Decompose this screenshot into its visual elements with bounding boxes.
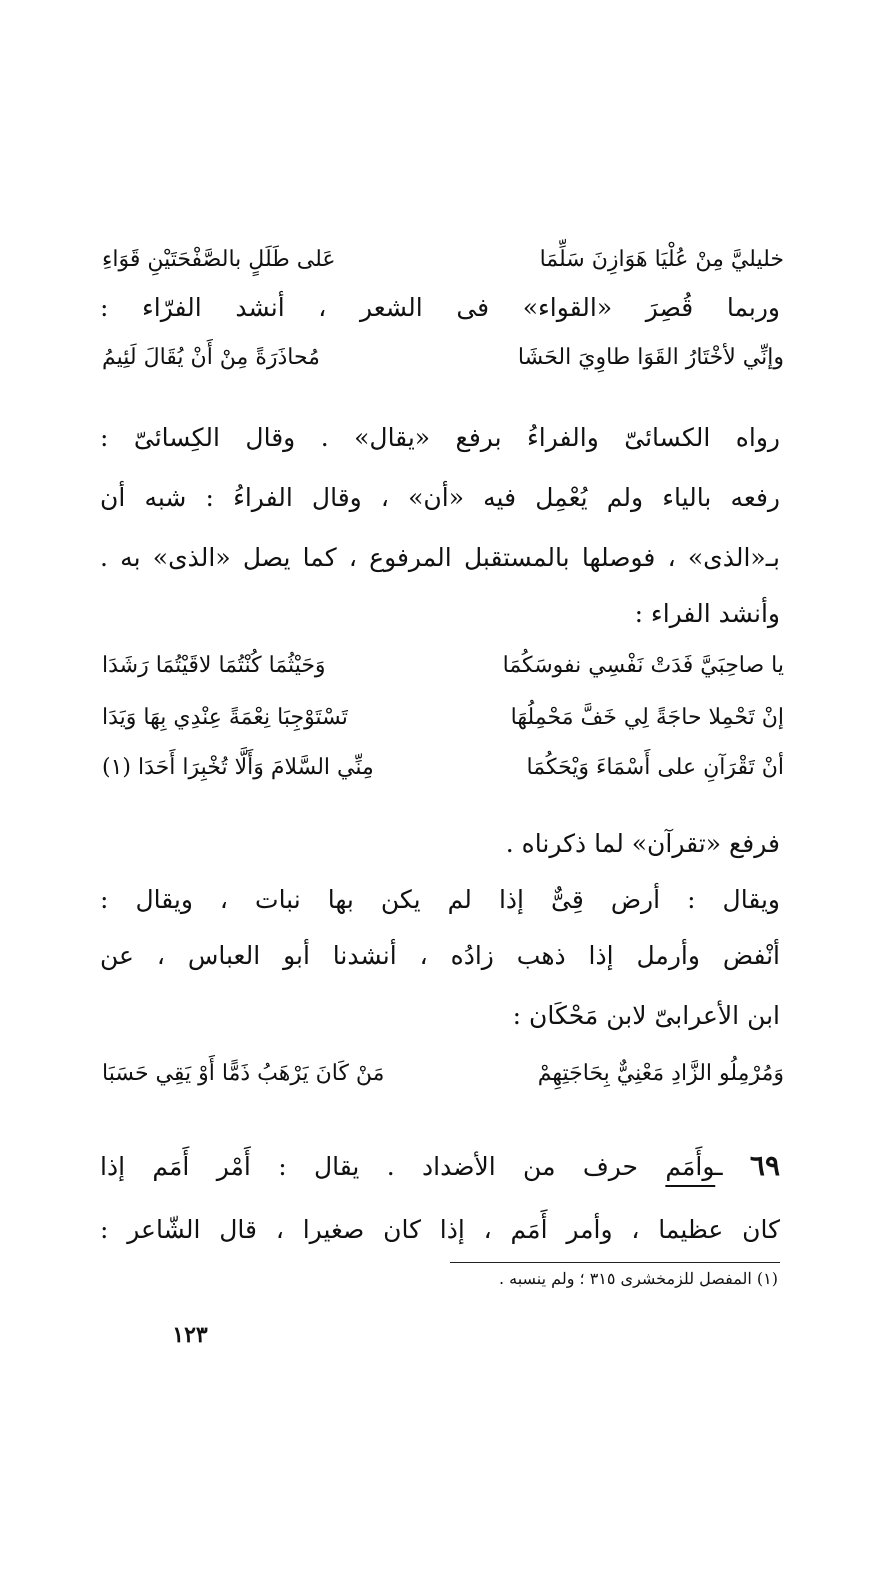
- verse-line: [102, 648, 784, 684]
- prose-line: كان عظيما ، وأمر أَمَم ، إذا كان صغيرا ، قال الشّاعر :: [100, 1215, 780, 1244]
- entry-dash: ـ: [715, 1152, 750, 1181]
- verse-line: [102, 1056, 784, 1092]
- verse-second-hemistich: عَلى طَلَلٍ بالصَّفْحَتَيْنِ قَوَاءِ: [102, 247, 336, 272]
- verse-line: [102, 242, 784, 278]
- footnote: (١) المفصل للزمخشرى ٣١٥ ؛ ولم ينسبه .: [498, 1269, 778, 1288]
- verse-first-hemistich: أنْ تَقْرَآنِ على أَسْمَاءَ وَيْحَكُمَا: [526, 755, 784, 780]
- prose-line: أنْفض وأرمل إذا ذهب زادُه ، أنشدنا أبو العباس ، عن: [100, 941, 780, 970]
- verse-second-hemistich: وَحَيْثُمَا كُنْتُمَا لاقَيْتُمَا رَشَدَا: [102, 653, 326, 678]
- verse-line: [102, 340, 784, 376]
- prose-line: بـ«الذى» ، فوصلها بالمستقبل المرفوع ، كما يصل «الذى» به .: [100, 543, 780, 572]
- verse-second-hemistich: مِنِّي السَّلامَ وَأَلَّا تُخْبِرَا أَحَدَا (١): [102, 755, 374, 780]
- verse-second-hemistich: مَنْ كَانَ يَرْهَبُ ذَمًّا أَوْ يَقِي حَسَبَا: [102, 1061, 385, 1086]
- verse-first-hemistich: يا صاحِبَيَّ فَدَتْ نَفْسِي نفوسَكُمَا: [502, 653, 784, 678]
- footnote-separator: [450, 1262, 780, 1263]
- prose-line: ويقال : أرض قِىٌّ إذا لم يكن بها نبات ، ويقال :: [100, 885, 780, 914]
- prose-line: وربما قُصِرَ «القواء» فى الشعر ، أنشد الفرّاء :: [100, 293, 780, 322]
- verse-first-hemistich: خليليَّ مِنْ عُلْيَا هَوَازِنَ سَلِّمَا: [539, 247, 784, 272]
- prose-line: ابن الأعرابىّ لابن مَحْكَان :: [512, 1001, 780, 1030]
- entry-keyword: وأَمَم: [665, 1152, 716, 1181]
- prose-line: فرفع «تقرآن» لما ذكرناه .: [505, 829, 780, 858]
- entry-heading-line: [100, 1148, 780, 1185]
- verse-second-hemistich: مُحاذَرَةً مِنْ أَنْ يُقَالَ لَئِيمُ: [102, 345, 320, 370]
- verse-line: [102, 750, 784, 786]
- verse-first-hemistich: وَمُرْمِلُو الزَّادِ مَعْنِيٌّ بِحَاجَتِهِمْ: [537, 1061, 784, 1086]
- entry-text: حرف من الأضداد . يقال : أَمْر أَمَم إذا: [100, 1152, 666, 1181]
- verse-first-hemistich: وإنِّي لأخْتَارُ القَوَا طاوِيَ الحَشَا: [517, 345, 784, 370]
- verse-first-hemistich: إنْ تَحْمِلا حاجَةً لِي خَفَّ مَحْمِلُهَا: [510, 705, 784, 730]
- verse-second-hemistich: تَسْتَوْجِبَا نِعْمَةً عِنْدِي بِهَا وَيَدَا: [102, 705, 348, 730]
- entry-number: ٦٩: [749, 1149, 780, 1182]
- prose-line: رفعه بالياء ولم يُعْمِل فيه «أن» ، وقال الفراءُ : شبه أن: [100, 483, 780, 512]
- page-number: ١٢٣: [172, 1322, 208, 1348]
- prose-line: رواه الكسائىّ والفراءُ برفع «يقال» . وقال الكِسائىّ :: [100, 423, 780, 452]
- prose-line: وأنشد الفراء :: [634, 599, 780, 628]
- verse-line: [102, 700, 784, 736]
